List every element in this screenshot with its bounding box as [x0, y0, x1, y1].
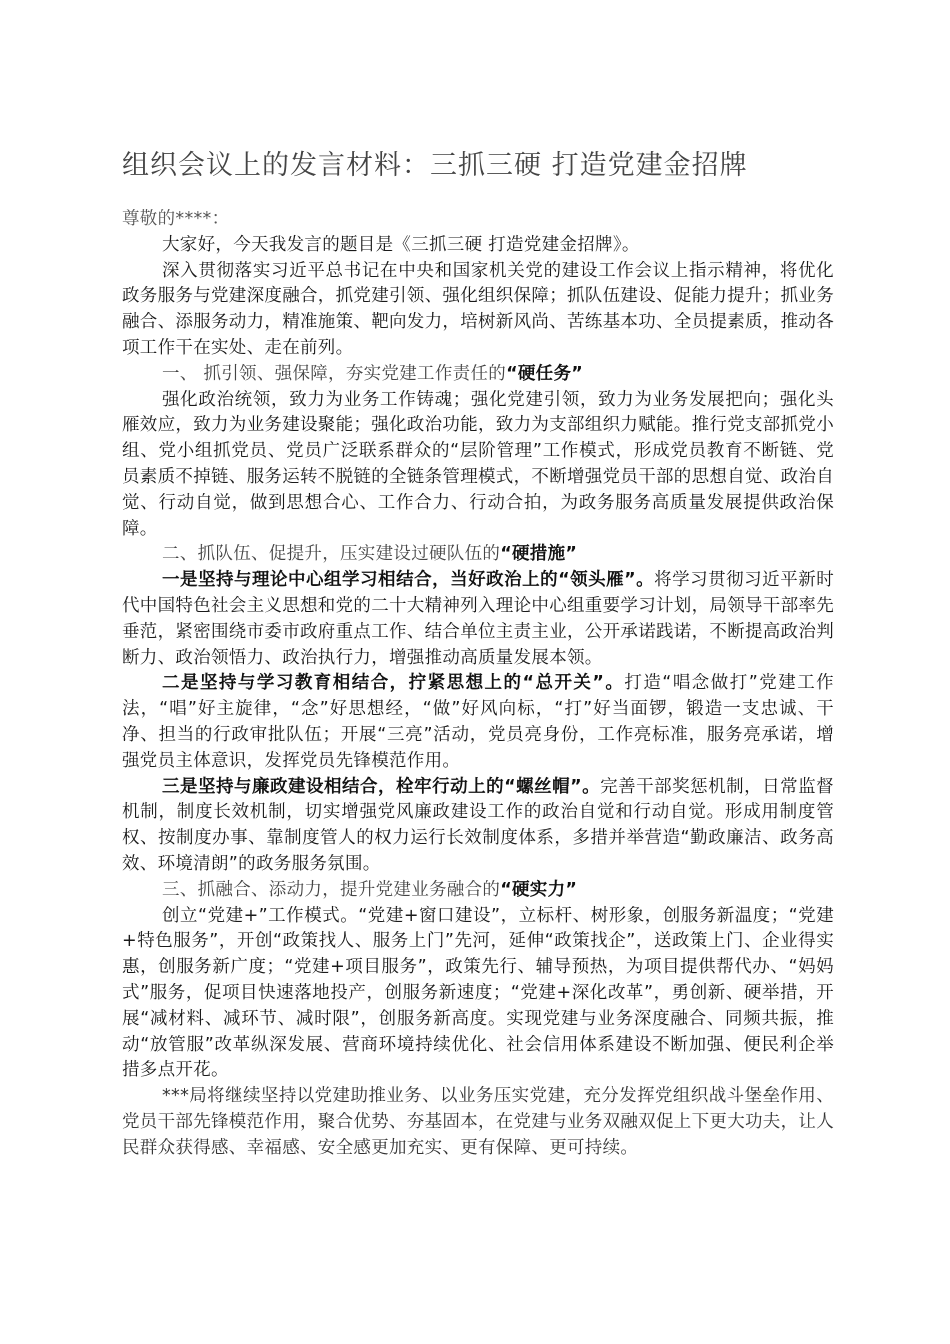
- section-2-heading: [122, 542, 834, 568]
- section-2-item-2: [122, 671, 834, 774]
- section-1-heading-text: 一、 抓引领、强保障，夯实党建工作责任的: [162, 363, 507, 384]
- salutation: 尊敬的****：: [122, 209, 230, 229]
- section-2-item-2-lead: 二是坚持与学习教育相结合，拧紧思想上的“总开关”。: [162, 673, 625, 694]
- section-1-body: 强化政治统领，致力为业务工作铸魂；强化党建引领，致力为业务发展把向；强化头雁效应，致力为业务建设聚能；强化政治功能，致力为支部组织力赋能。推行党支部抓党小组、党小组抓党员、党员广泛联系群众的“层阶管理”工作模式，形成党员教育不断链、党员素质不掉链、服务运转不脱链的全链条管理模式，不断增强党员干部的思想自觉、政治自觉、行动自觉，做到思想合心、工作合力、行动合拍，为政务服务高质量发展提供政治保障。: [122, 389, 834, 539]
- section-2-item-1: [122, 568, 834, 671]
- intro-paragraph: 大家好，今天我发言的题目是《三抓三硬 打造党建金招牌》。: [162, 234, 640, 255]
- section-3-body: 创立“党建+”工作模式。“党建+窗口建设”，立标杆、树形象，创服务新温度；“党建+特色服务”，开创“政策找人、服务上门”先河，延伸“政策找企”，送政策上门、企业得实惠，创服务新广度；“党建+项目服务”，政策先行、辅导预热，为项目提供帮代办、“妈妈式”服务，促项目快速落地投产，创服务新速度；“党建+深化改革”，勇创新、硬举措，开展“减材料、减环节、减时限”，创服务新高度。实现党建与业务深度融合、同频共振，推动“放管服”改革纵深发展、营商环境持续优化、社会信用体系建设不断加强、便民利企举措多点开花。: [122, 905, 834, 1081]
- section-2-item-3-body: 完善干部奖惩机制，日常监督机制，制度长效机制，切实增强党风廉政建设工作的政治自觉和行动自觉。形成用制度管权、按制度办事、靠制度管人的权力运行长效制度体系，多措并举营造“勤政廉洁、政务高效、环境清朗”的政务服务氛围。: [122, 776, 834, 874]
- document-title: 组织会议上的发言材料：三抓三硬 打造党建金招牌: [122, 150, 748, 181]
- section-1-heading: [122, 362, 834, 388]
- section-2-item-2-body: 打造“唱念做打”党建工作法，“唱”好主旋律，“念”好思想经，“做”好风向标，“打”好当面锣，锻造一支忠诚、干净、担当的行政审批队伍；开展“三亮”活动，党员亮身份，工作亮标准，服务亮承诺，增强党员主体意识，发挥党员先锋模范作用。: [122, 673, 834, 771]
- section-3-heading-text: 三、抓融合、添动力，提升党建业务融合的: [162, 879, 501, 900]
- section-2-item-3: [122, 775, 834, 878]
- overview-paragraph: 深入贯彻落实习近平总书记在中央和国家机关党的建设工作会议上指示精神，将优化政务服务与党建深度融合，抓党建引领、强化组织保障；抓队伍建设、促能力提升；抓业务融合、添服务动力，精准施策、靶向发力，培树新风尚、苦练基本功、全员提素质，推动各项工作干在实处、走在前列。: [122, 260, 834, 358]
- document-body: [122, 207, 834, 1161]
- section-3-heading: [122, 878, 834, 904]
- section-3-heading-tail: “硬实力”: [500, 879, 578, 900]
- section-2-item-3-lead: 三是坚持与廉政建设相结合，栓牢行动上的“螺丝帽”。: [162, 776, 601, 797]
- section-1-heading-tail: “硬任务”: [506, 363, 584, 384]
- section-2-heading-tail: “硬措施”: [500, 544, 578, 565]
- section-2-item-1-lead: 一是坚持与理论中心组学习相结合，当好政治上的“领头雁”。: [162, 570, 655, 591]
- section-2-item-1-body: 将学习贯彻习近平新时代中国特色社会主义思想和党的二十大精神列入理论中心组重要学习计划，局领导干部率先垂范，紧密围绕市委市政府重点工作、结合单位主责主业，公开承诺践诺，不断提高政治判断力、政治领悟力、政治执行力，增强推动高质量发展本领。: [122, 570, 835, 668]
- section-2-heading-text: 二、抓队伍、促提升，压实建设过硬队伍的: [162, 544, 501, 565]
- closing-paragraph: ***局将继续坚持以党建助推业务、以业务压实党建，充分发挥党组织战斗堡垒作用、党员干部先锋模范作用，聚合优势、夯基固本，在党建与业务双融双促上下更大功夫，让人民群众获得感、幸福感、安全感更加充实、更有保障、更可持续。: [122, 1086, 834, 1158]
